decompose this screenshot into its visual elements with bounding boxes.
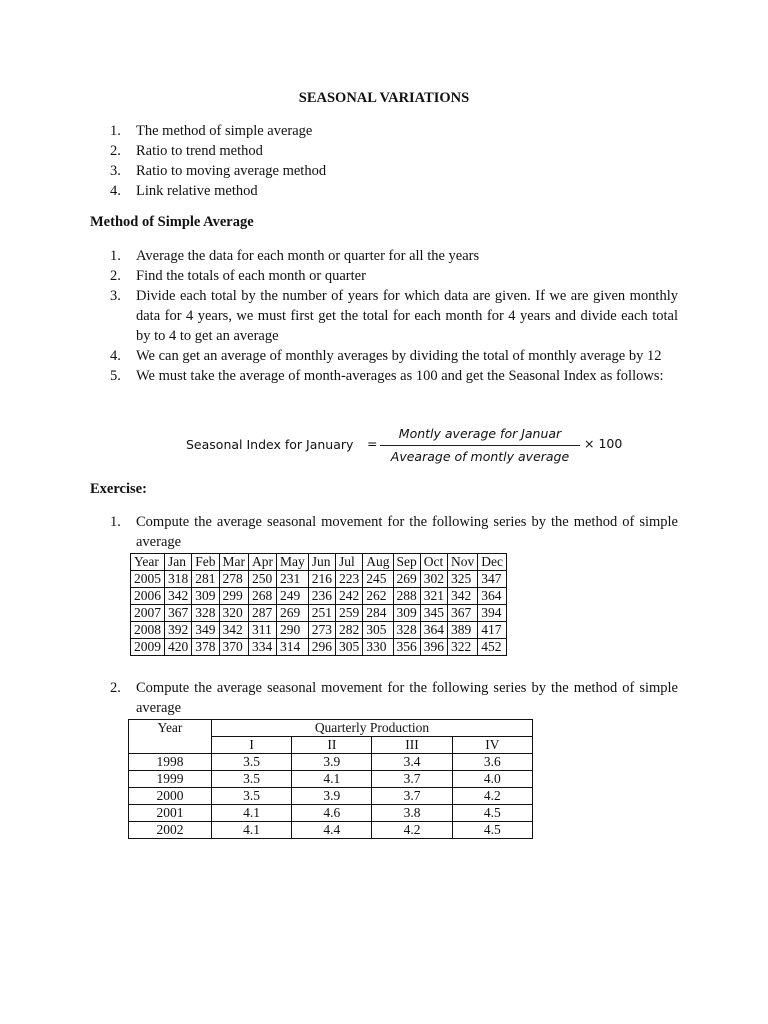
page-title: SEASONAL VARIATIONS bbox=[298, 90, 470, 106]
monthly-data-table bbox=[130, 553, 507, 656]
table-row: 2008 392 349 342 311 290 273 282 305 328 364 389 417 bbox=[131, 622, 507, 639]
formula-lhs: Seasonal Index for January bbox=[186, 437, 354, 452]
formula-equals: = bbox=[367, 436, 378, 451]
table-row: 2009 420 378 370 334 314 296 305 330 356 396 322 452 bbox=[131, 639, 507, 656]
list-item: 1. Compute the average seasonal movement for the following series by the method of simple average bbox=[110, 514, 678, 550]
formula-numerator: Montly average for Januar bbox=[398, 426, 562, 441]
table-header-row bbox=[129, 720, 533, 737]
list-item: 4. Link relative method bbox=[110, 183, 258, 199]
table-row: 1998 3.5 3.9 3.4 3.6 bbox=[129, 754, 533, 771]
table-row: 2001 4.1 4.6 3.8 4.5 bbox=[129, 805, 533, 822]
formula-multiplier: × 100 bbox=[584, 436, 623, 451]
seasonal-index-formula bbox=[186, 424, 646, 466]
formula-denominator: Avearage of montly average bbox=[390, 449, 570, 464]
list-item: 4. We can get an average of monthly averages by dividing the total of monthly average by 12 bbox=[110, 348, 662, 364]
list-item: 5. We must take the average of month-averages as 100 and get the Seasonal Index as follows: bbox=[110, 368, 664, 384]
table-row: 2000 3.5 3.9 3.7 4.2 bbox=[129, 788, 533, 805]
exercise-list-1 bbox=[110, 512, 678, 552]
list-item: 1. The method of simple average bbox=[110, 123, 313, 139]
table-row: 2006 342 309 299 268 249 236 242 262 288 321 342 364 bbox=[131, 588, 507, 605]
exercise-heading: Exercise: bbox=[90, 481, 147, 497]
table-header-row: Year Jan Feb Mar Apr May Jun Jul Aug Sep Oct Nov Dec bbox=[131, 554, 507, 571]
quarterly-production-header: Quarterly Production bbox=[212, 720, 533, 737]
year-header: Year bbox=[129, 720, 212, 737]
list-item: 3. Divide each total by the number of years for which data are given. If we are given monthly data for 4 years, we must first get the total for each month for 4 years and divide each total by to 4 to get an average bbox=[110, 288, 678, 344]
list-item: 2. Ratio to trend method bbox=[110, 143, 263, 159]
section-heading: Method of Simple Average bbox=[90, 214, 254, 230]
table-row: 2002 4.1 4.4 4.2 4.5 bbox=[129, 822, 533, 839]
list-item: 3. Ratio to moving average method bbox=[110, 163, 327, 179]
table-subheader-row: I II III IV bbox=[129, 737, 533, 754]
list-item: 2. Compute the average seasonal movement for the following series by the method of simple average bbox=[110, 680, 678, 716]
fraction-bar bbox=[380, 445, 580, 446]
methods-list bbox=[110, 121, 678, 201]
steps-list bbox=[110, 246, 678, 386]
table-row: 2005 318 281 278 250 231 216 223 245 269 302 325 347 bbox=[131, 571, 507, 588]
list-item: 1. Average the data for each month or quarter for all the years bbox=[110, 248, 480, 264]
formula-fraction bbox=[380, 424, 580, 467]
quarterly-production-table bbox=[128, 719, 533, 839]
exercise-list-2 bbox=[110, 678, 678, 718]
table-row: 1999 3.5 4.1 3.7 4.0 bbox=[129, 771, 533, 788]
list-item: 2. Find the totals of each month or quarter bbox=[110, 268, 366, 284]
table-row: 2007 367 328 320 287 269 251 259 284 309 345 367 394 bbox=[131, 605, 507, 622]
